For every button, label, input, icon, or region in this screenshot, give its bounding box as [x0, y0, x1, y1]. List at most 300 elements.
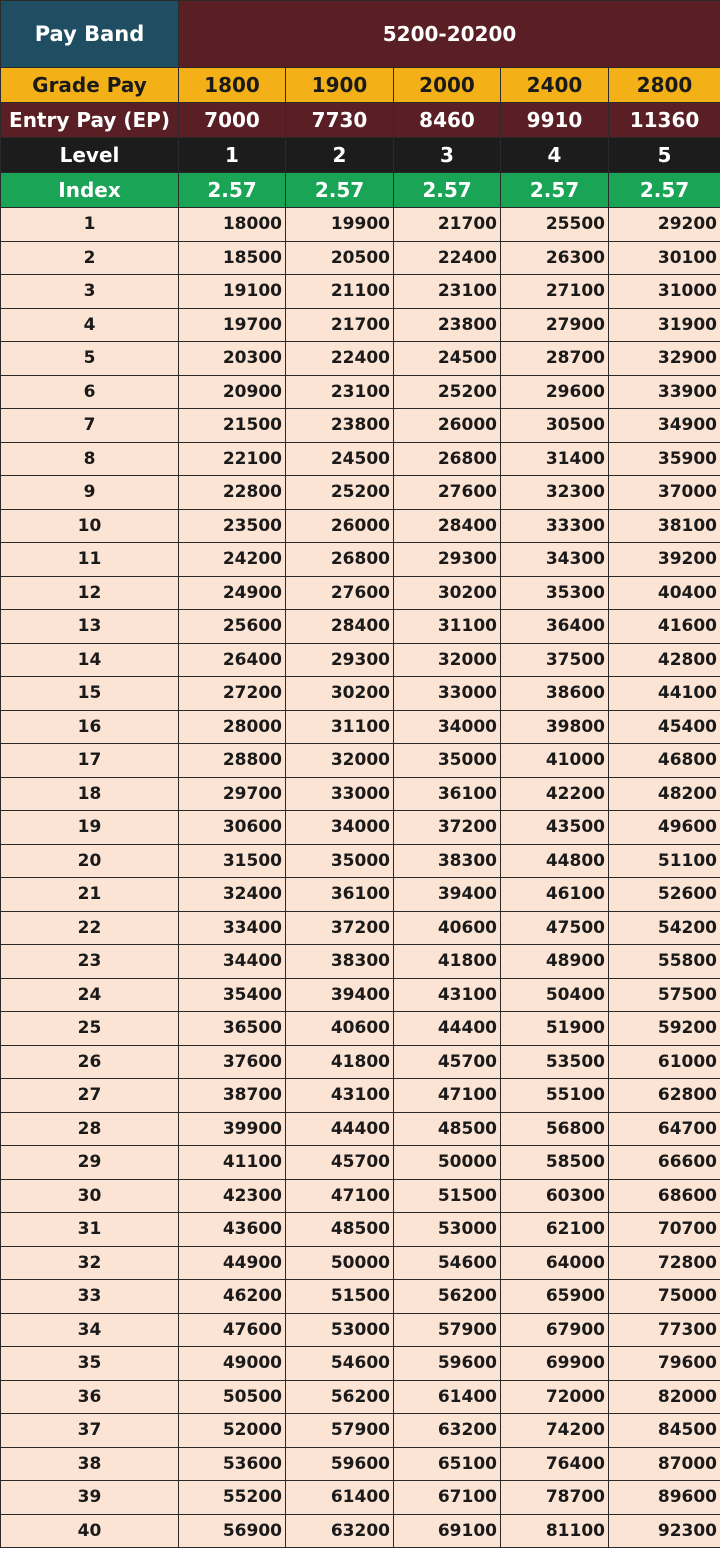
pay-cell: 43100	[286, 1079, 394, 1113]
pay-cell: 53500	[501, 1045, 609, 1079]
pay-cell: 43600	[179, 1213, 286, 1247]
pay-cell: 61400	[394, 1380, 501, 1414]
table-row	[1, 710, 720, 744]
pay-cell: 31100	[394, 610, 501, 644]
pay-cell: 21500	[179, 409, 286, 443]
pay-cell: 39900	[179, 1112, 286, 1146]
pay-cell: 18000	[179, 208, 286, 242]
pay-cell: 37000	[609, 476, 720, 510]
index-cell: 2.57	[286, 173, 394, 208]
table-row	[1, 1012, 720, 1046]
pay-cell: 46100	[501, 878, 609, 912]
level-cell: 1	[179, 138, 286, 173]
table-row	[1, 476, 720, 510]
table-row	[1, 241, 720, 275]
pay-cell: 50400	[501, 978, 609, 1012]
entry-pay-cell: 8460	[394, 103, 501, 138]
pay-cell: 39200	[609, 543, 720, 577]
pay-band-row	[1, 1, 720, 68]
stage-cell: 35	[1, 1347, 179, 1381]
table-row	[1, 208, 720, 242]
pay-cell: 51900	[501, 1012, 609, 1046]
pay-cell: 29300	[286, 643, 394, 677]
table-row	[1, 1280, 720, 1314]
pay-cell: 37600	[179, 1045, 286, 1079]
pay-cell: 45700	[394, 1045, 501, 1079]
pay-cell: 57500	[609, 978, 720, 1012]
pay-cell: 21100	[286, 275, 394, 309]
pay-cell: 26400	[179, 643, 286, 677]
pay-cell: 34400	[179, 945, 286, 979]
pay-cell: 28400	[286, 610, 394, 644]
pay-cell: 49600	[609, 811, 720, 845]
pay-cell: 24500	[394, 342, 501, 376]
pay-cell: 56200	[286, 1380, 394, 1414]
pay-cell: 92300	[609, 1514, 720, 1548]
pay-cell: 37200	[286, 911, 394, 945]
pay-cell: 28000	[179, 710, 286, 744]
pay-cell: 36400	[501, 610, 609, 644]
pay-cell: 48900	[501, 945, 609, 979]
stage-cell: 10	[1, 509, 179, 543]
pay-cell: 31100	[286, 710, 394, 744]
table-row	[1, 442, 720, 476]
pay-cell: 35000	[394, 744, 501, 778]
pay-cell: 55100	[501, 1079, 609, 1113]
pay-cell: 51100	[609, 844, 720, 878]
stage-cell: 39	[1, 1481, 179, 1515]
pay-cell: 26800	[286, 543, 394, 577]
stage-cell: 1	[1, 208, 179, 242]
pay-cell: 77300	[609, 1313, 720, 1347]
pay-cell: 29200	[609, 208, 720, 242]
pay-cell: 34000	[286, 811, 394, 845]
pay-cell: 42800	[609, 643, 720, 677]
pay-cell: 53600	[179, 1447, 286, 1481]
pay-cell: 28700	[501, 342, 609, 376]
pay-cell: 38100	[609, 509, 720, 543]
index-cell: 2.57	[179, 173, 286, 208]
pay-cell: 70700	[609, 1213, 720, 1247]
pay-cell: 37200	[394, 811, 501, 845]
stage-cell: 8	[1, 442, 179, 476]
grade-pay-label: Grade Pay	[1, 68, 179, 103]
pay-cell: 30600	[179, 811, 286, 845]
grade-pay-cell: 2800	[609, 68, 720, 103]
pay-cell: 31000	[609, 275, 720, 309]
pay-cell: 54600	[286, 1347, 394, 1381]
pay-cell: 27900	[501, 308, 609, 342]
pay-cell: 50000	[394, 1146, 501, 1180]
stage-cell: 28	[1, 1112, 179, 1146]
table-row	[1, 375, 720, 409]
pay-cell: 79600	[609, 1347, 720, 1381]
pay-cell: 30200	[286, 677, 394, 711]
pay-cell: 41600	[609, 610, 720, 644]
pay-cell: 20900	[179, 375, 286, 409]
pay-cell: 58500	[501, 1146, 609, 1180]
stage-cell: 26	[1, 1045, 179, 1079]
stage-cell: 23	[1, 945, 179, 979]
grade-pay-row	[1, 68, 720, 103]
pay-cell: 55800	[609, 945, 720, 979]
pay-cell: 48200	[609, 777, 720, 811]
index-cell: 2.57	[394, 173, 501, 208]
pay-cell: 35400	[179, 978, 286, 1012]
pay-cell: 44400	[286, 1112, 394, 1146]
pay-cell: 54200	[609, 911, 720, 945]
pay-cell: 51500	[394, 1179, 501, 1213]
stage-cell: 3	[1, 275, 179, 309]
pay-cell: 62100	[501, 1213, 609, 1247]
stage-cell: 27	[1, 1079, 179, 1113]
grade-pay-cell: 2400	[501, 68, 609, 103]
pay-cell: 25600	[179, 610, 286, 644]
stage-cell: 29	[1, 1146, 179, 1180]
table-row	[1, 777, 720, 811]
grade-pay-cell: 1900	[286, 68, 394, 103]
table-row	[1, 610, 720, 644]
pay-cell: 34300	[501, 543, 609, 577]
stage-cell: 7	[1, 409, 179, 443]
grade-pay-cell: 2000	[394, 68, 501, 103]
pay-cell: 22400	[286, 342, 394, 376]
pay-cell: 23800	[286, 409, 394, 443]
stage-cell: 9	[1, 476, 179, 510]
pay-cell: 41000	[501, 744, 609, 778]
pay-cell: 65100	[394, 1447, 501, 1481]
pay-cell: 21700	[394, 208, 501, 242]
table-row	[1, 811, 720, 845]
table-row	[1, 1179, 720, 1213]
stage-cell: 2	[1, 241, 179, 275]
table-row	[1, 509, 720, 543]
pay-cell: 33900	[609, 375, 720, 409]
pay-cell: 44800	[501, 844, 609, 878]
pay-cell: 41800	[394, 945, 501, 979]
grade-pay-cell: 1800	[179, 68, 286, 103]
pay-cell: 56900	[179, 1514, 286, 1548]
pay-cell: 42200	[501, 777, 609, 811]
pay-cell: 69900	[501, 1347, 609, 1381]
table-row	[1, 409, 720, 443]
pay-cell: 47100	[286, 1179, 394, 1213]
table-row	[1, 1347, 720, 1381]
pay-cell: 72000	[501, 1380, 609, 1414]
pay-cell: 30200	[394, 576, 501, 610]
level-label: Level	[1, 138, 179, 173]
pay-cell: 19700	[179, 308, 286, 342]
pay-cell: 29700	[179, 777, 286, 811]
pay-cell: 64700	[609, 1112, 720, 1146]
pay-cell: 19100	[179, 275, 286, 309]
pay-cell: 32300	[501, 476, 609, 510]
pay-cell: 38300	[286, 945, 394, 979]
index-row	[1, 173, 720, 208]
table-row	[1, 1146, 720, 1180]
pay-cell: 61000	[609, 1045, 720, 1079]
table-row	[1, 945, 720, 979]
pay-cell: 39800	[501, 710, 609, 744]
pay-cell: 22800	[179, 476, 286, 510]
table-row	[1, 1447, 720, 1481]
entry-pay-row	[1, 103, 720, 138]
pay-cell: 38300	[394, 844, 501, 878]
pay-cell: 53000	[394, 1213, 501, 1247]
stage-cell: 17	[1, 744, 179, 778]
pay-band-label: Pay Band	[1, 1, 179, 68]
pay-cell: 19900	[286, 208, 394, 242]
stage-cell: 4	[1, 308, 179, 342]
table-row	[1, 1246, 720, 1280]
pay-cell: 29300	[394, 543, 501, 577]
pay-cell: 48500	[394, 1112, 501, 1146]
stage-cell: 32	[1, 1246, 179, 1280]
pay-cell: 32000	[394, 643, 501, 677]
stage-cell: 34	[1, 1313, 179, 1347]
pay-cell: 25200	[286, 476, 394, 510]
pay-cell: 68600	[609, 1179, 720, 1213]
stage-cell: 33	[1, 1280, 179, 1314]
pay-cell: 30500	[501, 409, 609, 443]
table-row	[1, 643, 720, 677]
level-cell: 2	[286, 138, 394, 173]
pay-cell: 22400	[394, 241, 501, 275]
pay-cell: 64000	[501, 1246, 609, 1280]
pay-cell: 23100	[286, 375, 394, 409]
stage-cell: 13	[1, 610, 179, 644]
pay-cell: 47600	[179, 1313, 286, 1347]
stage-cell: 12	[1, 576, 179, 610]
pay-cell: 87000	[609, 1447, 720, 1481]
pay-cell: 52000	[179, 1414, 286, 1448]
pay-cell: 69100	[394, 1514, 501, 1548]
index-cell: 2.57	[609, 173, 720, 208]
pay-cell: 31400	[501, 442, 609, 476]
pay-cell: 44900	[179, 1246, 286, 1280]
stage-cell: 40	[1, 1514, 179, 1548]
pay-cell: 48500	[286, 1213, 394, 1247]
table-row	[1, 1481, 720, 1515]
index-cell: 2.57	[501, 173, 609, 208]
pay-cell: 31500	[179, 844, 286, 878]
pay-cell: 76400	[501, 1447, 609, 1481]
table-row	[1, 1079, 720, 1113]
pay-cell: 37500	[501, 643, 609, 677]
pay-cell: 46800	[609, 744, 720, 778]
entry-pay-label: Entry Pay (EP)	[1, 103, 179, 138]
stage-cell: 38	[1, 1447, 179, 1481]
stage-cell: 14	[1, 643, 179, 677]
table-row	[1, 878, 720, 912]
pay-cell: 43100	[394, 978, 501, 1012]
stage-cell: 5	[1, 342, 179, 376]
pay-cell: 34000	[394, 710, 501, 744]
pay-cell: 49000	[179, 1347, 286, 1381]
pay-cell: 23500	[179, 509, 286, 543]
pay-cell: 18500	[179, 241, 286, 275]
pay-cell: 63200	[394, 1414, 501, 1448]
stage-cell: 25	[1, 1012, 179, 1046]
pay-cell: 32900	[609, 342, 720, 376]
pay-cell: 67100	[394, 1481, 501, 1515]
pay-cell: 67900	[501, 1313, 609, 1347]
pay-cell: 33000	[394, 677, 501, 711]
pay-cell: 81100	[501, 1514, 609, 1548]
pay-cell: 55200	[179, 1481, 286, 1515]
pay-cell: 72800	[609, 1246, 720, 1280]
pay-cell: 59600	[394, 1347, 501, 1381]
pay-cell: 40400	[609, 576, 720, 610]
pay-cell: 28800	[179, 744, 286, 778]
stage-cell: 18	[1, 777, 179, 811]
pay-cell: 43500	[501, 811, 609, 845]
pay-cell: 25200	[394, 375, 501, 409]
pay-cell: 53000	[286, 1313, 394, 1347]
pay-cell: 62800	[609, 1079, 720, 1113]
pay-cell: 40600	[286, 1012, 394, 1046]
pay-cell: 39400	[394, 878, 501, 912]
pay-cell: 23100	[394, 275, 501, 309]
pay-cell: 51500	[286, 1280, 394, 1314]
table-row	[1, 543, 720, 577]
stage-cell: 22	[1, 911, 179, 945]
pay-cell: 39400	[286, 978, 394, 1012]
pay-cell: 28400	[394, 509, 501, 543]
table-row	[1, 576, 720, 610]
stage-cell: 19	[1, 811, 179, 845]
table-row	[1, 308, 720, 342]
pay-cell: 89600	[609, 1481, 720, 1515]
pay-cell: 46200	[179, 1280, 286, 1314]
pay-cell: 41800	[286, 1045, 394, 1079]
stage-cell: 16	[1, 710, 179, 744]
pay-cell: 75000	[609, 1280, 720, 1314]
table-row	[1, 1313, 720, 1347]
pay-cell: 32400	[179, 878, 286, 912]
pay-cell: 74200	[501, 1414, 609, 1448]
pay-cell: 56200	[394, 1280, 501, 1314]
pay-cell: 26300	[501, 241, 609, 275]
pay-cell: 26000	[286, 509, 394, 543]
pay-cell: 27600	[394, 476, 501, 510]
table-row	[1, 677, 720, 711]
pay-cell: 27600	[286, 576, 394, 610]
pay-cell: 31900	[609, 308, 720, 342]
pay-cell: 52600	[609, 878, 720, 912]
pay-cell: 57900	[286, 1414, 394, 1448]
pay-cell: 47500	[501, 911, 609, 945]
pay-cell: 35000	[286, 844, 394, 878]
pay-cell: 23800	[394, 308, 501, 342]
level-cell: 3	[394, 138, 501, 173]
pay-cell: 33300	[501, 509, 609, 543]
stage-cell: 31	[1, 1213, 179, 1247]
pay-cell: 33000	[286, 777, 394, 811]
entry-pay-cell: 7730	[286, 103, 394, 138]
pay-cell: 20300	[179, 342, 286, 376]
stage-cell: 6	[1, 375, 179, 409]
table-row	[1, 844, 720, 878]
table-row	[1, 1514, 720, 1548]
pay-cell: 60300	[501, 1179, 609, 1213]
table-row	[1, 1045, 720, 1079]
pay-cell: 61400	[286, 1481, 394, 1515]
pay-cell: 45700	[286, 1146, 394, 1180]
pay-cell: 36100	[286, 878, 394, 912]
pay-cell: 38600	[501, 677, 609, 711]
pay-cell: 35300	[501, 576, 609, 610]
pay-cell: 50000	[286, 1246, 394, 1280]
stage-cell: 30	[1, 1179, 179, 1213]
table-row	[1, 978, 720, 1012]
pay-cell: 34900	[609, 409, 720, 443]
pay-cell: 27100	[501, 275, 609, 309]
pay-cell: 22100	[179, 442, 286, 476]
table-row	[1, 1213, 720, 1247]
stage-cell: 24	[1, 978, 179, 1012]
pay-cell: 40600	[394, 911, 501, 945]
level-row	[1, 138, 720, 173]
pay-cell: 24900	[179, 576, 286, 610]
pay-cell: 27200	[179, 677, 286, 711]
entry-pay-cell: 11360	[609, 103, 720, 138]
pay-cell: 29600	[501, 375, 609, 409]
table-row	[1, 342, 720, 376]
pay-cell: 36100	[394, 777, 501, 811]
pay-cell: 63200	[286, 1514, 394, 1548]
table-row	[1, 275, 720, 309]
level-cell: 5	[609, 138, 720, 173]
stage-cell: 20	[1, 844, 179, 878]
table-row	[1, 1414, 720, 1448]
pay-cell: 84500	[609, 1414, 720, 1448]
stage-cell: 37	[1, 1414, 179, 1448]
pay-band-value: 5200-20200	[179, 1, 720, 68]
pay-cell: 54600	[394, 1246, 501, 1280]
stage-cell: 11	[1, 543, 179, 577]
table-row	[1, 911, 720, 945]
pay-cell: 45400	[609, 710, 720, 744]
pay-cell: 35900	[609, 442, 720, 476]
pay-cell: 26800	[394, 442, 501, 476]
pay-cell: 36500	[179, 1012, 286, 1046]
table-row	[1, 1380, 720, 1414]
pay-cell: 24500	[286, 442, 394, 476]
stage-cell: 21	[1, 878, 179, 912]
entry-pay-cell: 9910	[501, 103, 609, 138]
pay-cell: 32000	[286, 744, 394, 778]
level-cell: 4	[501, 138, 609, 173]
pay-cell: 25500	[501, 208, 609, 242]
pay-cell: 38700	[179, 1079, 286, 1113]
stage-cell: 36	[1, 1380, 179, 1414]
pay-cell: 33400	[179, 911, 286, 945]
pay-cell: 20500	[286, 241, 394, 275]
pay-cell: 57900	[394, 1313, 501, 1347]
pay-cell: 24200	[179, 543, 286, 577]
table-row	[1, 1112, 720, 1146]
entry-pay-cell: 7000	[179, 103, 286, 138]
pay-cell: 44100	[609, 677, 720, 711]
pay-cell: 59600	[286, 1447, 394, 1481]
pay-cell: 66600	[609, 1146, 720, 1180]
pay-cell: 56800	[501, 1112, 609, 1146]
pay-cell: 21700	[286, 308, 394, 342]
pay-cell: 41100	[179, 1146, 286, 1180]
pay-cell: 30100	[609, 241, 720, 275]
pay-cell: 26000	[394, 409, 501, 443]
